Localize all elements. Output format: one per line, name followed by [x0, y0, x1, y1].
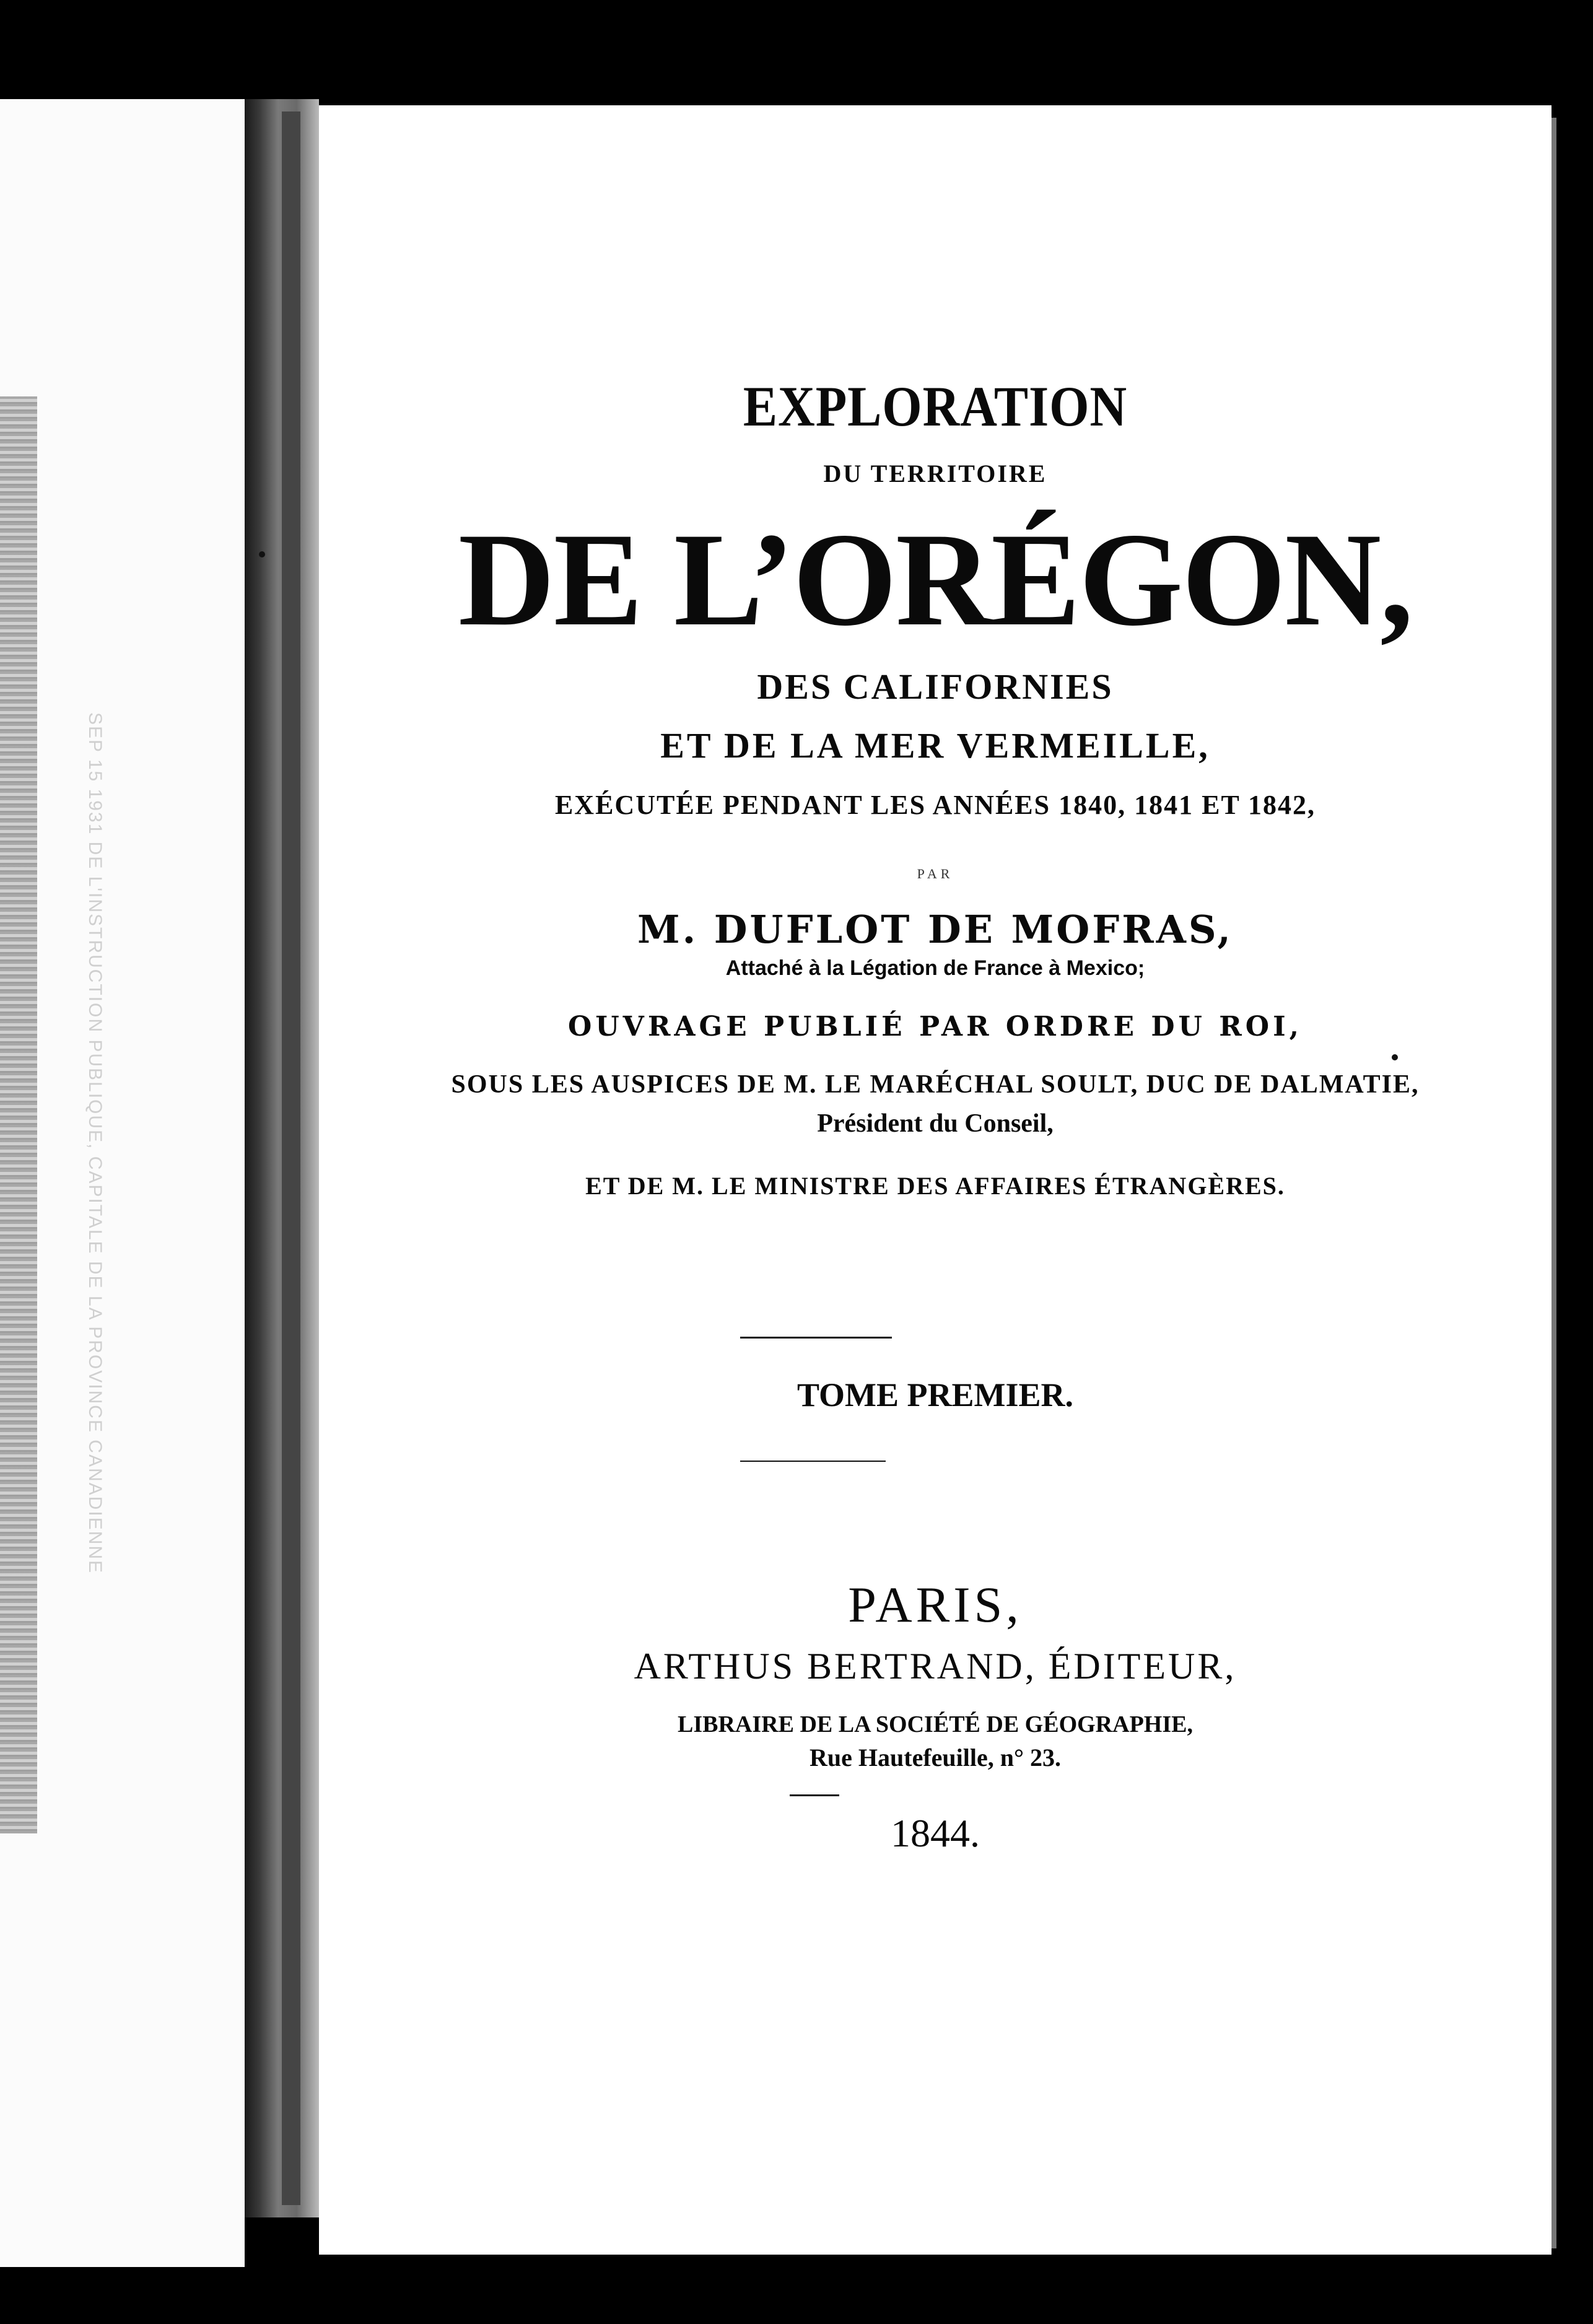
title-connector: DU TERRITOIRE	[823, 460, 1047, 487]
book-gutter-shadow	[282, 111, 300, 2205]
president-line: Président du Conseil,	[817, 1109, 1054, 1138]
volume-label: TOME PREMIER.	[797, 1376, 1074, 1413]
stamp-text: SEP 15 1931 DE L'INSTRUCTION PUBLIQUE, CAPITALE DE LA PROVINCE CANADIENNE	[85, 712, 105, 1574]
publication-note: OUVRAGE PUBLIÉ PAR ORDRE DU ROI,	[567, 1011, 1303, 1042]
title-line-dates: EXÉCUTÉE PENDANT LES ANNÉES 1840, 1841 ET 1842,	[554, 790, 1316, 820]
main-title: DE L’ORÉGON,	[458, 505, 1413, 653]
left-page-texture	[0, 396, 37, 1833]
author-role: Attaché à la Légation de France à Mexico;	[725, 956, 1145, 980]
publisher: ARTHUS BERTRAND, ÉDITEUR,	[634, 1646, 1237, 1687]
author-name: M. DUFLOT DE MOFRAS,	[637, 907, 1234, 952]
ink-speck	[1392, 1054, 1398, 1060]
publisher-role: LIBRAIRE DE LA SOCIÉTÉ DE GÉOGRAPHIE,	[678, 1711, 1193, 1737]
book-title: EXPLORATION	[743, 375, 1128, 438]
publisher-address: Rue Hautefeuille, n° 23.	[810, 1744, 1061, 1771]
by-label: PAR	[917, 866, 954, 881]
auspices-line: SOUS LES AUSPICES DE M. LE MARÉCHAL SOULT, DUC DE DALMATIE,	[451, 1070, 1420, 1099]
minister-line: ET DE M. LE MINISTRE DES AFFAIRES ÉTRANGÈRES.	[585, 1172, 1285, 1200]
divider-rule	[740, 1337, 892, 1339]
title-line-californies: DES CALIFORNIES	[757, 666, 1114, 707]
ink-speck	[259, 551, 265, 557]
city: PARIS,	[848, 1576, 1023, 1633]
divider-rule	[790, 1794, 839, 1796]
page-edge	[1552, 118, 1556, 2248]
publication-year: 1844.	[891, 1811, 980, 1855]
divider-rule	[740, 1461, 886, 1462]
title-line-mer: ET DE LA MER VERMEILLE,	[660, 725, 1210, 766]
